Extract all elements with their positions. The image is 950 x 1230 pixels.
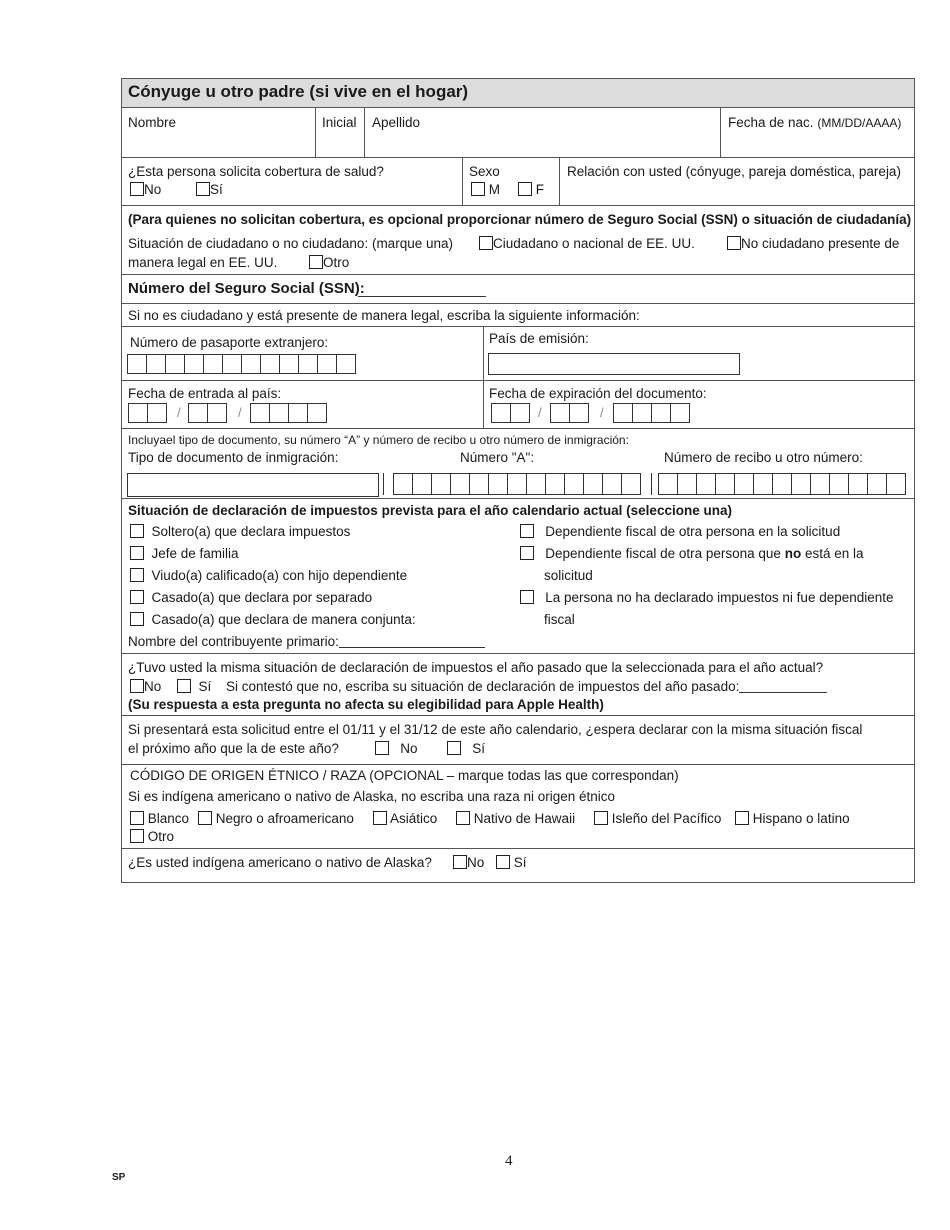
sexo-m-checkbox[interactable] bbox=[471, 182, 485, 196]
tax-option-not-filed: La persona no ha declarado impuestos ni fue dependiente bbox=[520, 590, 894, 605]
tax-option-widow: Viudo(a) calificado(a) con hijo dependiente bbox=[130, 568, 407, 583]
nombre-label: Nombre bbox=[128, 115, 177, 130]
next-year-line2: el próximo año que la de este año? bbox=[128, 741, 339, 756]
noncitizen-cont: manera legal en EE. UU. bbox=[128, 255, 278, 270]
ethnic-blanco: Blanco bbox=[130, 811, 189, 826]
hawaii-checkbox[interactable] bbox=[456, 811, 470, 825]
tax-single-checkbox[interactable] bbox=[130, 524, 144, 538]
last-year-si: Sí bbox=[177, 679, 211, 694]
ethnic-title: CÓDIGO DE ORIGEN ÉTNICO / RAZA (OPCIONAL – marque todas las que correspondan) bbox=[130, 768, 679, 783]
native-no: No bbox=[453, 855, 484, 870]
citizenship-other: Otro bbox=[309, 255, 349, 270]
ssn-optional-note: (Para quienes no solicitan cobertura, es opcional proporcionar número de Seguro Social (SSN) o situación de ciudadanía) bbox=[128, 212, 912, 227]
fecha-nac-label: Fecha de nac. (MM/DD/AAAA) bbox=[728, 115, 902, 130]
tax-separate-checkbox[interactable] bbox=[130, 590, 144, 604]
entry-day-boxes[interactable] bbox=[188, 403, 227, 423]
tax-status-title: Situación de declaración de impuestos prevista para el año calendario actual (seleccione una) bbox=[128, 503, 732, 518]
native-question: ¿Es usted indígena americano o nativo de Alaska? bbox=[128, 855, 432, 870]
doc-type-input[interactable] bbox=[127, 473, 379, 497]
entry-month-boxes[interactable] bbox=[128, 403, 167, 423]
last-year-si-checkbox[interactable] bbox=[177, 679, 191, 693]
last-year-row bbox=[122, 653, 914, 715]
ssn-label: Número del Seguro Social (SSN): bbox=[128, 280, 365, 297]
apellido-label: Apellido bbox=[372, 115, 421, 130]
last-year-input[interactable] bbox=[739, 679, 827, 693]
ethnic-otro-checkbox[interactable] bbox=[130, 829, 144, 843]
next-year-no: No bbox=[375, 741, 418, 756]
noncitizen-checkbox[interactable] bbox=[727, 236, 741, 250]
passport-label: Número de pasaporte extranjero: bbox=[130, 335, 329, 350]
tax-option-head: Jefe de familia bbox=[130, 546, 239, 561]
next-year-line1: Si presentará esta solicitud entre el 01/11 y el 31/12 de este año calendario, ¿espera declarar con la misma situación fiscal bbox=[128, 722, 863, 737]
ethnic-row bbox=[122, 764, 914, 848]
expiry-day-boxes[interactable] bbox=[550, 403, 589, 423]
immigration-row bbox=[122, 428, 914, 498]
last-year-followup: Si contestó que no, escriba su situación de declaración de impuestos del año pasado: bbox=[226, 679, 827, 694]
tax-option-single: Soltero(a) que declara impuestos bbox=[130, 524, 350, 539]
last-year-question: ¿Tuvo usted la misma situación de declaración de impuestos el año pasado que la seleccionada para el año actual? bbox=[128, 660, 824, 675]
coverage-si: Sí bbox=[196, 182, 223, 197]
ethnic-otro: Otro bbox=[130, 829, 174, 844]
blanco-checkbox[interactable] bbox=[130, 811, 144, 825]
tax-dependent-in-checkbox[interactable] bbox=[520, 524, 534, 538]
ethnic-hawaii: Nativo de Hawaii bbox=[456, 811, 575, 826]
primary-taxpayer-input[interactable] bbox=[339, 634, 485, 648]
tax-option-dependent-in: Dependiente fiscal de otra persona en la solicitud bbox=[520, 524, 840, 539]
citizenship-row bbox=[122, 205, 914, 274]
expiry-year-boxes[interactable] bbox=[613, 403, 690, 423]
next-year-si: Sí bbox=[447, 741, 485, 756]
dates-row: Fecha de entrada al país: / / Fecha de expiración del documento: / / bbox=[122, 380, 914, 428]
ssn-row bbox=[122, 274, 914, 303]
asiatico-checkbox[interactable] bbox=[373, 811, 387, 825]
citizenship-other-checkbox[interactable] bbox=[309, 255, 323, 269]
coverage-si-checkbox[interactable] bbox=[196, 182, 210, 196]
receipt-label: Número de recibo u otro número: bbox=[664, 450, 863, 465]
primary-taxpayer: Nombre del contribuyente primario: bbox=[128, 634, 485, 649]
native-no-checkbox[interactable] bbox=[453, 855, 467, 869]
ethnic-negro: Negro o afroamericano bbox=[198, 811, 354, 826]
sexo-f-checkbox[interactable] bbox=[518, 182, 532, 196]
coverage-no-checkbox[interactable] bbox=[130, 182, 144, 196]
tax-status-row bbox=[122, 498, 914, 653]
tax-widow-checkbox[interactable] bbox=[130, 568, 144, 582]
sexo-f: F bbox=[518, 182, 544, 197]
tax-option-dependent-out: Dependiente fiscal de otra persona que no está en la bbox=[520, 546, 864, 561]
section-title: Cónyuge u otro padre (si vive en el hogar) bbox=[122, 79, 914, 107]
country-label: País de emisión: bbox=[489, 331, 589, 346]
next-year-si-checkbox[interactable] bbox=[447, 741, 461, 755]
citizen-checkbox[interactable] bbox=[479, 236, 493, 250]
legal-note-row bbox=[122, 303, 914, 326]
next-year-no-checkbox[interactable] bbox=[375, 741, 389, 755]
tax-joint-checkbox[interactable] bbox=[130, 612, 144, 626]
native-row bbox=[122, 848, 914, 882]
country-input[interactable] bbox=[488, 353, 740, 375]
tax-dependent-out-checkbox[interactable] bbox=[520, 546, 534, 560]
passport-row bbox=[122, 326, 914, 380]
ethnic-pacifico: Isleño del Pacífico bbox=[594, 811, 721, 826]
apple-health-note: (Su respuesta a esta pregunta no afecta su elegibilidad para Apple Health) bbox=[128, 697, 604, 712]
name-row bbox=[122, 107, 914, 157]
spouse-form bbox=[121, 78, 915, 883]
pacifico-checkbox[interactable] bbox=[594, 811, 608, 825]
native-si-checkbox[interactable] bbox=[496, 855, 510, 869]
a-number-label: Número "A": bbox=[460, 450, 535, 465]
ethnic-hispano: Hispano o latino bbox=[735, 811, 850, 826]
receipt-number-boxes[interactable] bbox=[658, 473, 906, 495]
immigration-note: Incluyael tipo de documento, su número “A” y número de recibo u otro número de inmigración: bbox=[128, 433, 629, 447]
tax-head-checkbox[interactable] bbox=[130, 546, 144, 560]
coverage-question: ¿Esta persona solicita cobertura de salud? bbox=[128, 164, 384, 179]
entry-date-label: Fecha de entrada al país: bbox=[128, 386, 282, 401]
ssn-input[interactable] bbox=[358, 283, 486, 298]
negro-checkbox[interactable] bbox=[198, 811, 212, 825]
native-si: Sí bbox=[496, 855, 527, 870]
passport-number-boxes[interactable] bbox=[127, 354, 356, 374]
last-year-no: No bbox=[130, 679, 161, 694]
dependent-out-cont: solicitud bbox=[544, 568, 593, 583]
tax-option-joint: Casado(a) que declara de manera conjunta: bbox=[130, 612, 416, 627]
legal-note: Si no es ciudadano y está presente de manera legal, escriba la siguiente información: bbox=[128, 308, 640, 323]
expiry-month-boxes[interactable] bbox=[491, 403, 530, 423]
entry-year-boxes[interactable] bbox=[250, 403, 327, 423]
relacion-label: Relación con usted (cónyuge, pareja doméstica, pareja) bbox=[567, 164, 901, 179]
inicial-label: Inicial bbox=[322, 115, 357, 130]
sexo-label: Sexo bbox=[469, 164, 500, 179]
next-year-row bbox=[122, 715, 914, 764]
tax-not-filed-checkbox[interactable] bbox=[520, 590, 534, 604]
coverage-no: No bbox=[130, 182, 161, 197]
citizen-option: Ciudadano o nacional de EE. UU. bbox=[479, 236, 695, 251]
not-filed-cont: fiscal bbox=[544, 612, 575, 627]
page-number: 4 bbox=[505, 1153, 513, 1169]
hispano-checkbox[interactable] bbox=[735, 811, 749, 825]
a-number-boxes[interactable] bbox=[393, 473, 641, 495]
doc-type-label: Tipo de documento de inmigración: bbox=[128, 450, 339, 465]
coverage-row bbox=[122, 157, 914, 205]
noncitizen-option: No ciudadano presente de bbox=[727, 236, 899, 251]
sexo-m: M bbox=[471, 182, 500, 197]
language-code: SP bbox=[112, 1172, 126, 1183]
tax-option-separate: Casado(a) que declara por separado bbox=[130, 590, 372, 605]
expiry-date-label: Fecha de expiración del documento: bbox=[489, 386, 707, 401]
ethnic-note: Si es indígena americano o nativo de Alaska, no escriba una raza ni origen étnico bbox=[128, 789, 616, 804]
ethnic-asiatico: Asiático bbox=[373, 811, 437, 826]
last-year-no-checkbox[interactable] bbox=[130, 679, 144, 693]
citizenship-prompt: Situación de ciudadano o no ciudadano: (marque una) bbox=[128, 236, 453, 251]
